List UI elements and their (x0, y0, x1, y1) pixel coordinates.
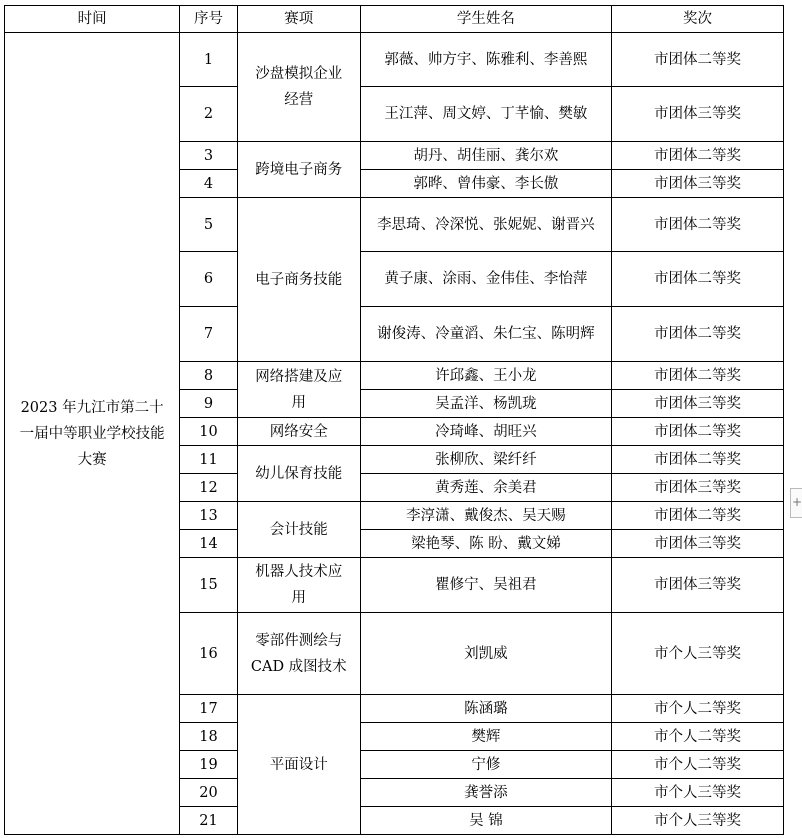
row-no: 6 (180, 252, 238, 307)
event-name: 机器人技术应用 (255, 564, 343, 606)
row-no: 11 (180, 446, 238, 474)
event-name: 电子商务技能 (255, 271, 343, 288)
header-row (5, 6, 784, 33)
row-no: 9 (180, 390, 238, 418)
row-no: 2 (180, 87, 238, 142)
event-cell (237, 613, 360, 695)
row-names: 王江萍、周文婷、丁芊愉、樊敏 (360, 87, 611, 142)
row-no: 4 (180, 170, 238, 198)
row-award: 市个人二等奖 (612, 723, 784, 751)
row-names: 郭晔、曾伟豪、李长傲 (360, 170, 611, 198)
row-award: 市团体三等奖 (612, 530, 784, 558)
row-names: 谢俊涛、冷童滔、朱仁宝、陈明辉 (360, 307, 611, 362)
row-award: 市个人三等奖 (612, 807, 784, 835)
row-names: 张柳欣、梁纤纤 (360, 446, 611, 474)
row-names: 李淳潇、戴俊杰、吴天赐 (360, 502, 611, 530)
row-names: 龚誉添 (360, 779, 611, 807)
row-names: 吴 锦 (360, 807, 611, 835)
header-no: 序号 (180, 6, 238, 33)
event-name: 网络安全 (269, 423, 328, 440)
row-no: 10 (180, 418, 238, 446)
row-no: 8 (180, 362, 238, 390)
row-award: 市团体二等奖 (612, 252, 784, 307)
row-names: 刘凯威 (360, 613, 611, 695)
event-name: 平面设计 (269, 756, 328, 773)
row-award: 市团体二等奖 (612, 33, 784, 87)
row-names: 梁艳琴、陈 盼、戴文娣 (360, 530, 611, 558)
row-award: 市个人三等奖 (612, 779, 784, 807)
row-award: 市团体二等奖 (612, 362, 784, 390)
row-no: 17 (180, 695, 238, 723)
row-names: 吴孟洋、杨凯珑 (360, 390, 611, 418)
time-label: 2023 年九江市第二十一届中等职业学校技能大赛 (19, 399, 165, 468)
row-names: 黄秀莲、余美君 (360, 474, 611, 502)
table-row (5, 33, 784, 87)
row-award: 市团体三等奖 (612, 474, 784, 502)
row-no: 21 (180, 807, 238, 835)
event-cell (237, 142, 360, 198)
row-names: 黄子康、涂雨、金伟佳、李怡萍 (360, 252, 611, 307)
event-cell (237, 33, 360, 142)
row-names: 宁修 (360, 751, 611, 779)
row-award: 市团体二等奖 (612, 446, 784, 474)
row-names: 胡丹、胡佳丽、龚尔欢 (360, 142, 611, 170)
row-award: 市团体三等奖 (612, 170, 784, 198)
row-award: 市团体二等奖 (612, 198, 784, 252)
row-no: 16 (180, 613, 238, 695)
row-award: 市个人二等奖 (612, 695, 784, 723)
event-cell (237, 198, 360, 362)
row-award: 市团体二等奖 (612, 142, 784, 170)
row-names: 瞿修宁、吴祖君 (360, 558, 611, 613)
event-name: 会计技能 (269, 521, 328, 538)
time-cell (5, 33, 180, 835)
row-no: 19 (180, 751, 238, 779)
event-name: 沙盘模拟企业经营 (255, 66, 343, 108)
event-name: 跨境电子商务 (255, 161, 343, 178)
row-award: 市团体三等奖 (612, 558, 784, 613)
row-no: 1 (180, 33, 238, 87)
row-award: 市团体三等奖 (612, 87, 784, 142)
award-table (4, 5, 784, 835)
row-no: 18 (180, 723, 238, 751)
row-names: 樊辉 (360, 723, 611, 751)
row-no: 13 (180, 502, 238, 530)
event-name: 零部件测绘与 CAD 成图技术 (250, 632, 347, 675)
row-names: 郭薇、帅方宇、陈雅利、李善熙 (360, 33, 611, 87)
header-award: 奖次 (612, 6, 784, 33)
row-award: 市个人三等奖 (612, 613, 784, 695)
row-names: 许邱鑫、王小龙 (360, 362, 611, 390)
row-names: 冷琦峰、胡旺兴 (360, 418, 611, 446)
event-cell (237, 446, 360, 502)
row-no: 15 (180, 558, 238, 613)
header-event: 赛项 (237, 6, 360, 33)
table-expand-handle[interactable]: + (790, 488, 802, 518)
event-cell (237, 502, 360, 558)
event-cell (237, 558, 360, 613)
header-names: 学生姓名 (360, 6, 611, 33)
row-award: 市团体二等奖 (612, 307, 784, 362)
row-no: 3 (180, 142, 238, 170)
event-cell (237, 695, 360, 835)
row-no: 7 (180, 307, 238, 362)
row-names: 陈涵璐 (360, 695, 611, 723)
event-cell (237, 362, 360, 418)
event-name: 网络搭建及应用 (255, 368, 343, 411)
header-time: 时间 (5, 6, 180, 33)
row-award: 市团体三等奖 (612, 390, 784, 418)
row-no: 14 (180, 530, 238, 558)
row-names: 李思琦、冷深悦、张妮妮、谢晋兴 (360, 198, 611, 252)
row-no: 5 (180, 198, 238, 252)
row-no: 20 (180, 779, 238, 807)
row-no: 12 (180, 474, 238, 502)
row-award: 市团体二等奖 (612, 418, 784, 446)
event-cell (237, 418, 360, 446)
row-award: 市团体二等奖 (612, 502, 784, 530)
event-name: 幼儿保育技能 (255, 465, 343, 482)
row-award: 市个人二等奖 (612, 751, 784, 779)
